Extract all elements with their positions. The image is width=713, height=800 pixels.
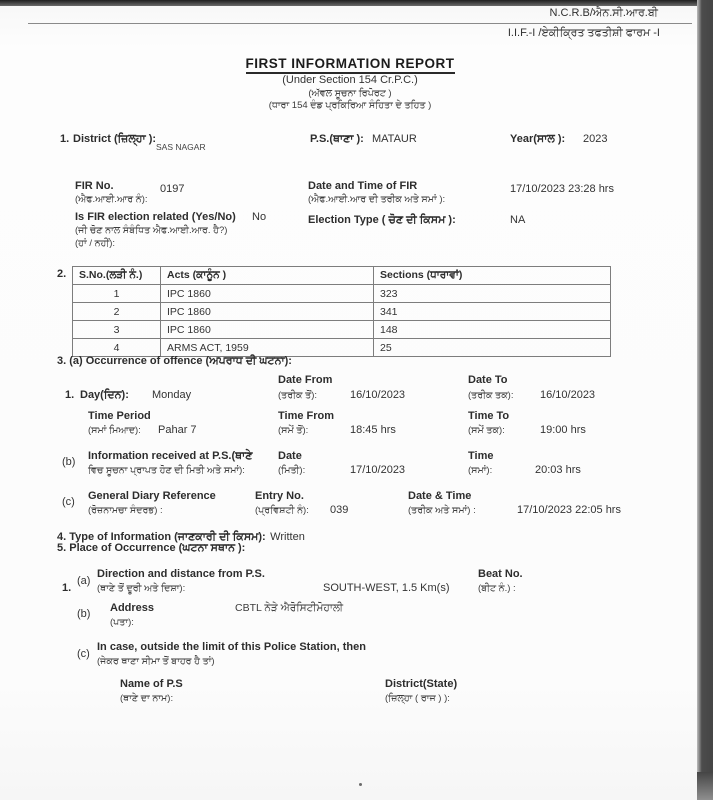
report-title: FIRST INFORMATION REPORT [246,56,455,74]
district-state-label: District(State) [385,678,458,690]
district-value: SAS NAGAR [156,142,206,152]
scan-top-edge [0,0,713,6]
iif-header-line: I.I.F.-I /ਏਕੀਕ੍ਰਿਤ ਤਫਤੀਸ਼ੀ ਫਾਰਮ -I [507,27,660,39]
table-row [73,339,611,357]
report-subtitle-en: (Under Section 154 Cr.P.C.) [282,74,418,86]
day-label: Day(ਦਿਨ): [80,389,129,401]
gd-datetime-value: 17/10/2023 22:05 hrs [517,504,621,516]
report-subtitle-pa2: (ਧਾਰਾ 154 ਦੰਡ ਪ੍ਰਕਿਰਿਆ ਸੰਹਿਤਾ ਦੇ ਤਹਿਤ ) [268,100,432,111]
ps-label: P.S.(ਥਾਣਾ ): [310,133,364,145]
direction-value: SOUTH-WEST, 1.5 Km(s) [323,582,450,594]
fir-datetime-label: Date and Time of FIR [308,180,418,192]
address-label-pa: (ਪਤਾ): [110,617,134,628]
cell-sno: 3 [73,321,161,339]
fir-no-label-pa: (ਐਫ.ਆਈ.ਆਰ ਨੰ): [75,194,148,205]
cell-sno: 4 [73,339,161,357]
election-type-value: NA [510,214,526,226]
ncrb-header-line: N.C.R.B/ਐਨ.ਸੀ.ਆਰ.ਬੀ [549,7,658,19]
gd-entry-value: 039 [330,504,349,516]
election-related-value: No [252,211,267,223]
fir-no-label: FIR No. [75,180,114,192]
address-prefix: (b) [77,608,91,620]
cell-sno: 2 [73,303,161,321]
direction-label: Direction and distance from P.S. [97,568,265,580]
info-date-label: Date [278,450,302,462]
cell-act: ARMS ACT, 1959 [161,339,374,357]
section-2-number: 2. [57,268,67,280]
election-type-label: Election Type ( ਚੋਣ ਦੀ ਕਿਸਮ ): [308,214,456,226]
district-label: District (ਜ਼ਿਲ੍ਹਾ ): [73,133,157,145]
cell-section: 341 [374,303,611,321]
col-header-sections: Sections (ਧਾਰਾਵਾਂ) [374,267,611,285]
info-time-value: 20:03 hrs [535,464,581,476]
address-value: CBTL ਨੇੜੇ ਐਰੋਸਿਟੀਮੋਹਾਲੀ [235,602,344,614]
cell-act: IPC 1860 [161,285,374,303]
info-date-label-pa: (ਮਿਤੀ): [278,465,306,476]
fir-datetime-value: 17/10/2023 23:28 hrs [510,183,614,195]
time-from-label: Time From [278,410,335,422]
time-from-label-pa: (ਸਮੇਂ ਤੋਂ): [278,425,309,436]
ps-value: MATAUR [372,133,417,145]
cell-sno: 1 [73,285,161,303]
time-period-value: Pahar 7 [158,424,197,436]
election-related-label: Is FIR election related (Yes/No) [75,211,236,223]
address-label: Address [110,602,155,614]
scan-right-edge [697,0,713,800]
fir-datetime-label-pa: (ਐਫ.ਆਈ.ਆਰ ਦੀ ਤਰੀਕ ਅਤੇ ਸਮਾਂ ): [308,194,446,205]
header-divider [28,23,692,24]
info-date-value: 17/10/2023 [350,464,406,476]
day-value: Monday [152,389,192,401]
gd-entry-label-pa: (ਪ੍ਰਵਿਸ਼ਟੀ ਨੰ): [255,505,309,516]
date-to-label: Date To [468,374,508,386]
date-from-label-pa: (ਤਰੀਕ ਤੋਂ): [278,390,317,401]
cell-section: 148 [374,321,611,339]
occurrence-heading: 3. (a) Occurrence of offence (ਅਪਰਾਧ ਦੀ ਘਟਨਾ): [57,355,292,367]
outside-limit-line2: (ਜੇਕਰ ਥਾਣਾ ਸੀਮਾ ਤੋਂ ਬਾਹਰ ਹੈ ਤਾਂ) [97,656,215,667]
info-received-prefix: (b) [62,456,76,468]
district-state-label-pa: (ਜ਼ਿਲ੍ਹਾ ( ਰਾਜ ) ): [385,693,450,704]
gd-ref-prefix: (c) [62,496,75,508]
table-row [73,321,611,339]
outside-limit-prefix: (c) [77,648,90,660]
time-period-label: Time Period [88,410,151,422]
time-to-label-pa: (ਸਮੇਂ ਤਕ): [468,425,505,436]
date-from-label: Date From [278,374,333,386]
cell-section: 25 [374,339,611,357]
gd-datetime-label-pa: (ਤਰੀਕ ਅਤੇ ਸਮਾਂ) : [408,505,476,516]
col-header-sno: S.No.(ਲੜੀ ਨੰ.) [73,267,161,285]
year-label: Year(ਸਾਲ ): [510,133,566,145]
info-time-label: Time [468,450,494,462]
time-from-value: 18:45 hrs [350,424,396,436]
gd-ref-label: General Diary Reference [88,490,216,502]
day-row-prefix: 1. [65,389,75,401]
time-to-value: 19:00 hrs [540,424,586,436]
date-from-value: 16/10/2023 [350,389,406,401]
scan-right-edge-tip [697,772,713,800]
date-to-value: 16/10/2023 [540,389,596,401]
time-to-label: Time To [468,410,510,422]
info-time-label-pa: (ਸਮਾਂ): [468,465,493,476]
beat-no-label-pa: (ਬੀਟ ਨੰ.) : [478,583,516,594]
type-of-information-label: 4. Type of Information (ਜਾਣਕਾਰੀ ਦੀ ਕਿਸਮ): [57,531,266,543]
outside-limit-line1: In case, outside the limit of this Police Station, then [97,641,366,653]
gd-datetime-label: Date & Time [408,490,472,502]
cell-act: IPC 1860 [161,303,374,321]
info-received-label-line2: ਵਿਚ ਸੂਚਨਾ ਪ੍ਰਾਪਤ ਹੋਣ ਦੀ ਮਿਤੀ ਅਤੇ ਸਮਾਂ): [88,465,245,476]
col-header-acts: Acts (ਕਾਨੂੰਨ ) [161,267,374,285]
report-title-wrap [0,55,700,73]
cell-section: 323 [374,285,611,303]
election-related-pa2: (ਹਾਂ / ਨਹੀਂ): [75,238,116,249]
table-row [73,285,611,303]
acts-table-header-row [73,267,611,285]
report-subtitle-pa1: (ਅੱਵਲ ਸੂਚਨਾ ਰਿਪੋਰਟ ) [308,88,392,99]
cell-act: IPC 1860 [161,321,374,339]
section-1-number: 1. [60,133,70,145]
beat-no-label: Beat No. [478,568,523,580]
type-of-information-value: Written [270,531,305,543]
scan-speck [359,783,362,786]
table-row [73,303,611,321]
direction-label-pa: (ਥਾਣੇ ਤੋਂ ਦੂਰੀ ਅਤੇ ਦਿਸ਼ਾ): [97,583,186,594]
gd-ref-label-pa: (ਰੋਜ਼ਨਾਮਚਾ ਸੰਦਰਭ) : [88,505,163,516]
year-value: 2023 [583,133,608,145]
info-received-label-line1: Information received at P.S.(ਥਾਣੇ [88,450,253,462]
ps-name-label-pa: (ਥਾਣੇ ਦਾ ਨਾਮ): [120,693,174,704]
direction-prefix: (a) [77,575,91,587]
place-of-occurrence-heading: 5. Place of Occurrence (ਘਟਨਾ ਸਥਾਨ ): [57,542,246,554]
time-period-label-pa: (ਸਮਾਂ ਮਿਆਦ): [88,425,141,436]
direction-row-num: 1. [62,582,72,594]
acts-sections-table [72,266,611,357]
election-related-pa1: (ਜੀ ਚੋਣ ਨਾਲ ਸੰਬੰਧਿਤ ਐਫ.ਆਈ.ਆਰ. ਹੈ?) [75,225,228,236]
gd-entry-label: Entry No. [255,490,304,502]
fir-no-value: 0197 [160,183,185,195]
ps-name-label: Name of P.S [120,678,183,690]
date-to-label-pa: (ਤਰੀਕ ਤਕ): [468,390,514,401]
